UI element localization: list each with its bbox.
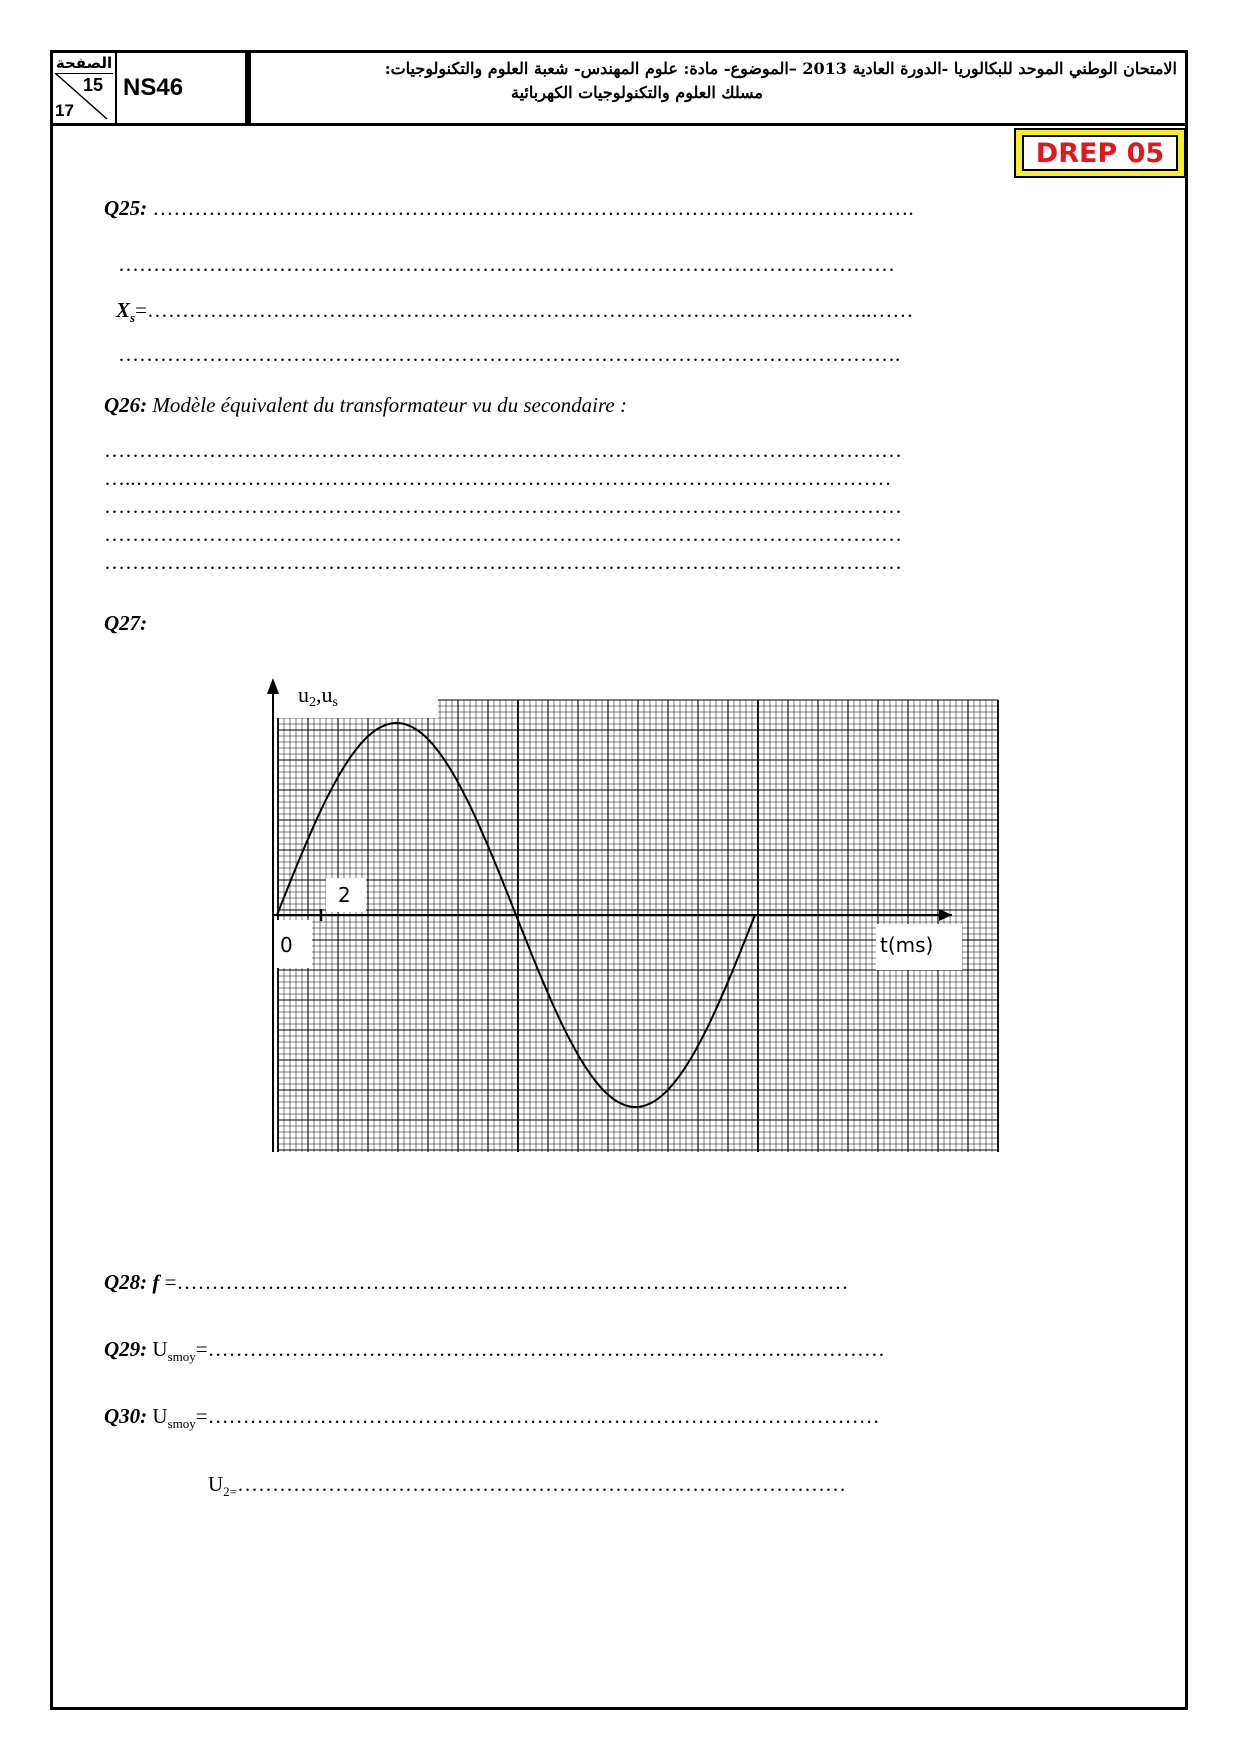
q28-row [104, 1270, 849, 1295]
usmoy-symbol: $U_{smoy}$ [152, 1404, 196, 1432]
answer-line[interactable]: …………………………………………………………………………………………………… [104, 494, 902, 518]
answer-line[interactable]: …………………………………………………………………………… [237, 1472, 847, 1496]
answer-line[interactable]: ………………………………………………………………………………………………. [152, 196, 914, 220]
q30-row [104, 1404, 880, 1432]
page-label: الصفحة [55, 54, 113, 72]
frequency-symbol: f [152, 1270, 160, 1294]
q25-label: Q25: [104, 196, 148, 220]
page-number: 15 [83, 75, 104, 95]
x-axis-label: t(ms) [880, 933, 934, 957]
exam-code: NS46 [117, 53, 251, 123]
exam-title-line1: الامتحان الوطني الموحد للبكالوريا -الدورة العادية 2013 –الموضوع- مادة: علوم المهندس- شعبة العلوم والتكنولوجيات: [384, 59, 1177, 78]
answer-line[interactable]: =…………………………………………………………………………………… [195, 1404, 880, 1428]
u2-symbol: $U_{2=}$ [208, 1472, 238, 1500]
q30-label: Q30: [104, 1404, 148, 1428]
answer-line[interactable]: ………………………………………………………………………………………………… [118, 252, 895, 276]
y-label-background [272, 672, 438, 718]
q27-label: Q27: [104, 611, 148, 635]
q29-label: Q29: [104, 1337, 148, 1361]
answer-line[interactable]: =…………………………………………………………………………………………..…… [135, 298, 914, 322]
q28-label: Q28: [104, 1270, 148, 1294]
answer-line[interactable]: =…………………………………………………………………………………… [159, 1270, 849, 1294]
tick-label: 2 [338, 883, 351, 907]
answer-line[interactable]: …………………………………………………………………………………………………… [104, 522, 902, 546]
origin-label: 0 [280, 933, 293, 957]
q30-u2-row [208, 1472, 846, 1500]
usmoy-symbol: $U_{smoy}$ [152, 1337, 196, 1365]
answer-line[interactable]: …………………………………………………………………………………………………… [104, 550, 902, 574]
q26-label: Q26: [104, 393, 148, 417]
answer-line[interactable]: …………………………………………………………………………………………………. [118, 342, 901, 366]
answer-line[interactable]: …………………………………………………………………………………………………… [104, 438, 902, 462]
exam-title-line2: مسلك العلوم والتكنولوجيات الكهربائية [511, 83, 763, 102]
q29-row [104, 1337, 885, 1365]
answer-line[interactable]: =………………………………………………………………………….………… [195, 1337, 885, 1361]
y-axis-label: u2,us [298, 682, 338, 710]
page-total: 17 [55, 101, 74, 120]
answer-line[interactable]: …..……………………………………………………………………………………………… [104, 466, 892, 490]
q26-text: Modèle équivalent du transformateur vu du secondaire : [152, 393, 627, 417]
xs-symbol: $X_s$ [116, 298, 136, 326]
document-badge-label: DREP 05 [1022, 135, 1178, 171]
